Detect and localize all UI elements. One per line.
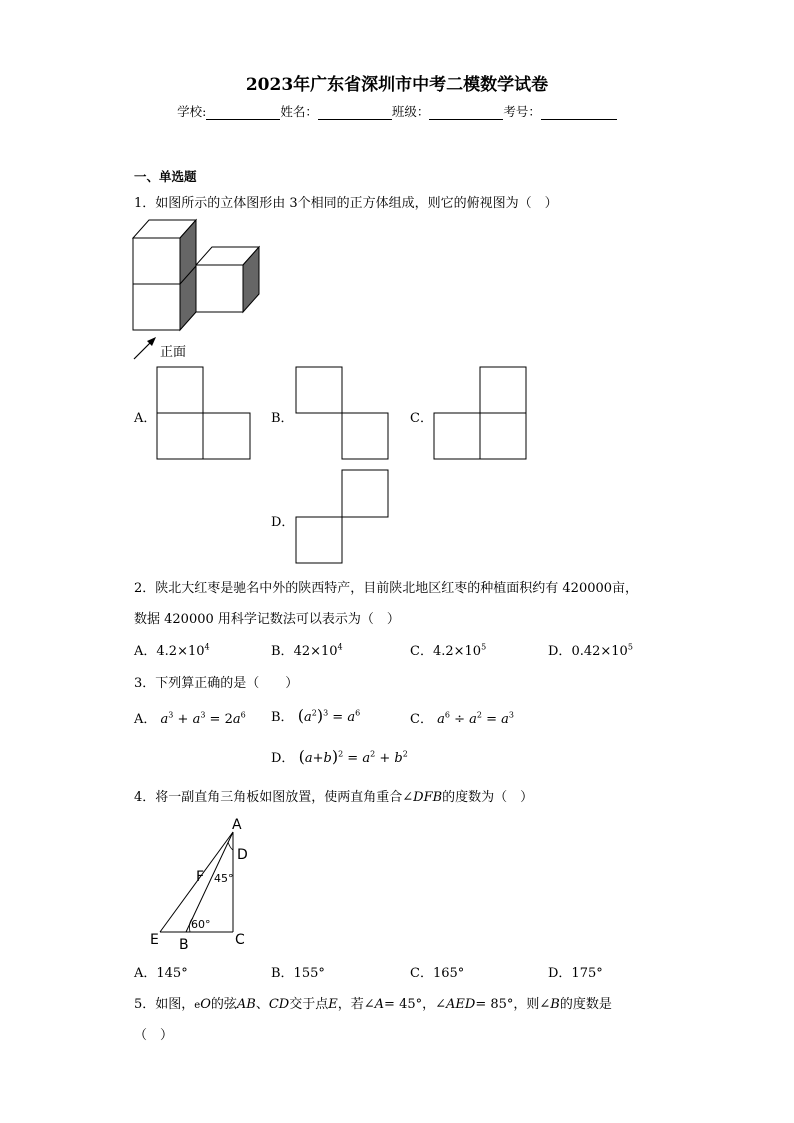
q1-stem: 1．如图所示的立体图形由 3个相同的正方体组成，则它的俯视图为（ ） [134,196,558,211]
label-45: 45° [214,872,234,885]
page-title: 2023年广东省深圳市中考二模数学试卷 [245,75,549,95]
cube-front-face [196,265,243,312]
class-label: 班级： [391,104,430,119]
section-heading: 一、单选题 [134,169,197,184]
q5-stem-line1: 5．如图，eO的弦AB、CD交于点E，若∠A= 45°，∠AED= 85°，则∠B的度数是 [134,997,612,1012]
label-b: B [179,937,189,953]
q1-option-b-figure[interactable] [295,366,391,461]
name-label: 姓名： [280,104,318,119]
q2-stem-line2: 数据 420000 用科学记数法可以表示为（ ） [134,612,400,627]
q1-option-d-figure[interactable] [295,469,391,565]
student-info-line [0,102,794,120]
label-60: 60° [191,918,211,931]
q1-option-d-label[interactable]: D． [271,515,295,530]
q4-option-a[interactable]: A．145° [134,966,188,981]
q1-cube-figure [128,210,268,362]
q3-option-a[interactable]: A． $a^3 + a^3 = 2a^6$ [134,710,246,727]
q4-option-d[interactable]: D．175° [548,966,603,981]
q1-option-a-label[interactable]: A． [134,411,157,426]
q4-triangle-figure [145,812,270,954]
q3-stem: 3．下列算正确的是（ ） [134,676,299,691]
label-e: E [150,932,159,948]
front-arrow [134,341,152,359]
label-a: A [232,817,242,833]
q3-option-d[interactable]: D． $(a+b)^2 = a^2 + b^2$ [271,747,408,766]
q2-option-a[interactable]: A．$4.2\times 10^4$ [134,642,210,659]
school-label: 学校: [177,104,207,119]
exam-no-label: 考号： [503,104,541,119]
label-d: D [237,847,248,863]
q4-option-c[interactable]: C．165° [410,966,465,981]
q4-option-b[interactable]: B．155° [271,966,325,981]
q4-stem: 4．将一副直角三角板如图放置，使两直角重合∠DFB的度数为（ ） [134,790,534,805]
q1-option-a-figure[interactable] [156,366,252,461]
q3-option-c[interactable]: C． $a^6 \div a^2 = a^3$ [410,710,515,727]
stack-upper-front [133,238,180,284]
q1-option-c-label[interactable]: C． [410,411,433,426]
q3-option-b[interactable]: B． $(a^2)^3 = a^6$ [271,706,361,725]
label-f: F [196,869,205,885]
q1-option-b-label[interactable]: B． [271,411,294,426]
exam-no-blank[interactable] [541,105,617,120]
school-blank[interactable] [206,105,280,120]
q2-stem-line1: 2．陕北大红枣是驰名中外的陕西特产，目前陕北地区红枣的种植面积约有 420000亩， [134,581,639,596]
class-blank[interactable] [429,105,503,120]
q1-option-c-figure[interactable] [433,366,529,461]
stack-lower-front [133,284,180,330]
q2-option-d[interactable]: D．$0.42\times 10^5$ [548,642,633,659]
label-c: C [235,932,245,948]
q5-stem-line2: （ ） [134,1028,174,1043]
q2-option-c[interactable]: C．$4.2\times 10^5$ [410,642,487,659]
name-blank[interactable] [318,105,392,120]
q2-option-b[interactable]: B．$42\times 10^4$ [271,642,343,659]
front-label: 正面 [160,345,187,360]
